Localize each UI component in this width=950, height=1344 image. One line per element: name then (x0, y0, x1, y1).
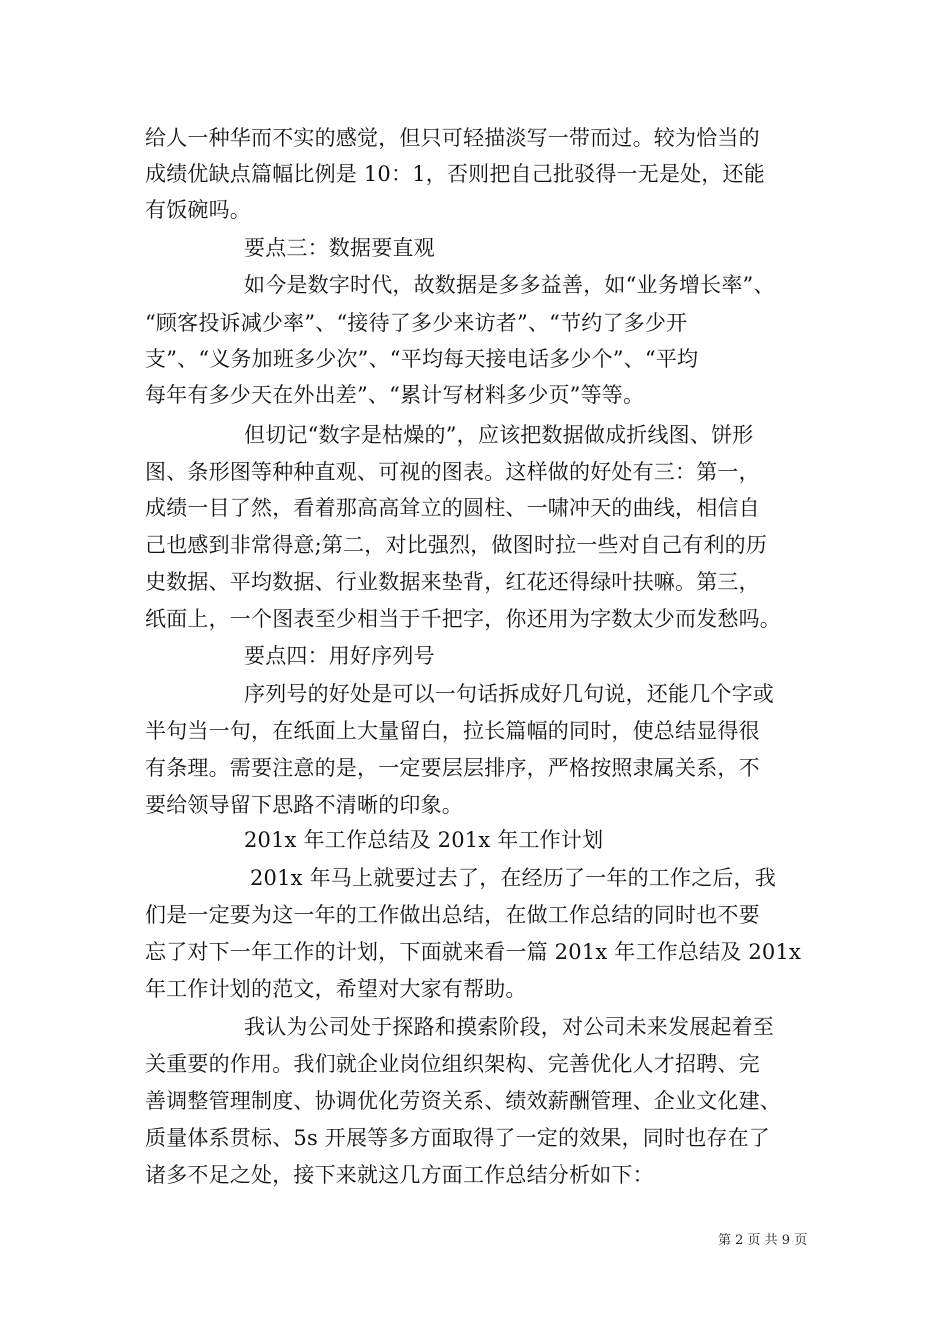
paragraph-line: 成绩一目了然，看着那高高耸立的圆柱、一啸冲天的曲线，相信自 (145, 496, 760, 520)
paragraph-line: 成绩优缺点篇幅比例是 10：1，否则把自己批驳得一无是处，还能 (145, 162, 765, 186)
paragraph-line: 201x 年马上就要过去了，在经历了一年的工作之后，我 (250, 866, 776, 890)
paragraph-line: 史数据、平均数据、行业数据来垫背，红花还得绿叶扶嘛。第三， (145, 570, 760, 594)
paragraph-line: 有饭碗吗。 (145, 198, 251, 222)
paragraph-line: 己也感到非常得意;第二，对比强烈，做图时拉一些对自己有利的历 (145, 533, 768, 557)
paragraph-line: 善调整管理制度、协调优化劳资关系、绩效薪酬管理、企业文化建、 (145, 1089, 781, 1113)
paragraph-line: 关重要的作用。我们就企业岗位组织架构、完善优化人才招聘、完 (145, 1052, 760, 1076)
paragraph-line: 我认为公司处于探路和摸索阶段，对公司未来发展起着至 (244, 1015, 774, 1039)
paragraph-line: 纸面上，一个图表至少相当于千把字，你还用为字数太少而发愁吗。 (145, 607, 781, 631)
paragraph-line: 诸多不足之处，接下来就这几方面工作总结分析如下： (145, 1163, 654, 1187)
section-heading: 要点三：数据要直观 (244, 236, 435, 260)
paragraph-line: 给人一种华而不实的感觉，但只可轻描淡写一带而过。较为恰当的 (145, 126, 760, 150)
paragraph-line: 有条理。需要注意的是，一定要层层排序，严格按照隶属关系，不 (145, 756, 760, 780)
paragraph-line: “顾客投诉减少率”、“接待了多少来访者”、“节约了多少开 (145, 311, 688, 335)
paragraph-line: 年工作计划的范文，希望对大家有帮助。 (145, 977, 527, 1001)
article-title: 201x 年工作总结及 201x 年工作计划 (244, 828, 604, 852)
paragraph-line: 质量体系贯标、5s 开展等多方面取得了一定的效果，同时也存在了 (145, 1126, 771, 1150)
paragraph-line: 忘了对下一年工作的计划，下面就来看一篇 201x 年工作总结及 201x (145, 940, 802, 964)
paragraph-line: 半句当一句，在纸面上大量留白，拉长篇幅的同时，使总结显得很 (145, 719, 760, 743)
paragraph-line: 要给领导留下思路不清晰的印象。 (145, 793, 463, 817)
paragraph-line: 序列号的好处是可以一句话拆成好几句说，还能几个字或 (244, 682, 774, 706)
section-heading: 要点四：用好序列号 (244, 644, 435, 668)
paragraph-line: 每年有多少天在外出差”、“累计写材料多少页”等等。 (145, 383, 645, 407)
paragraph-line: 们是一定要为这一年的工作做出总结，在做工作总结的同时也不要 (145, 903, 760, 927)
paragraph-line: 如今是数字时代，故数据是多多益善，如“业务增长率”、 (244, 273, 775, 297)
paragraph-line: 支”、“义务加班多少次”、“平均每天接电话多少个”、“平均 (145, 347, 699, 371)
paragraph-line: 但切记“数字是枯燥的”，应该把数据做成折线图、饼形 (244, 423, 754, 447)
paragraph-line: 图、条形图等种种直观、可视的图表。这样做的好处有三：第一， (145, 460, 760, 484)
page-number: 第 2 页 共 9 页 (718, 1233, 808, 1248)
